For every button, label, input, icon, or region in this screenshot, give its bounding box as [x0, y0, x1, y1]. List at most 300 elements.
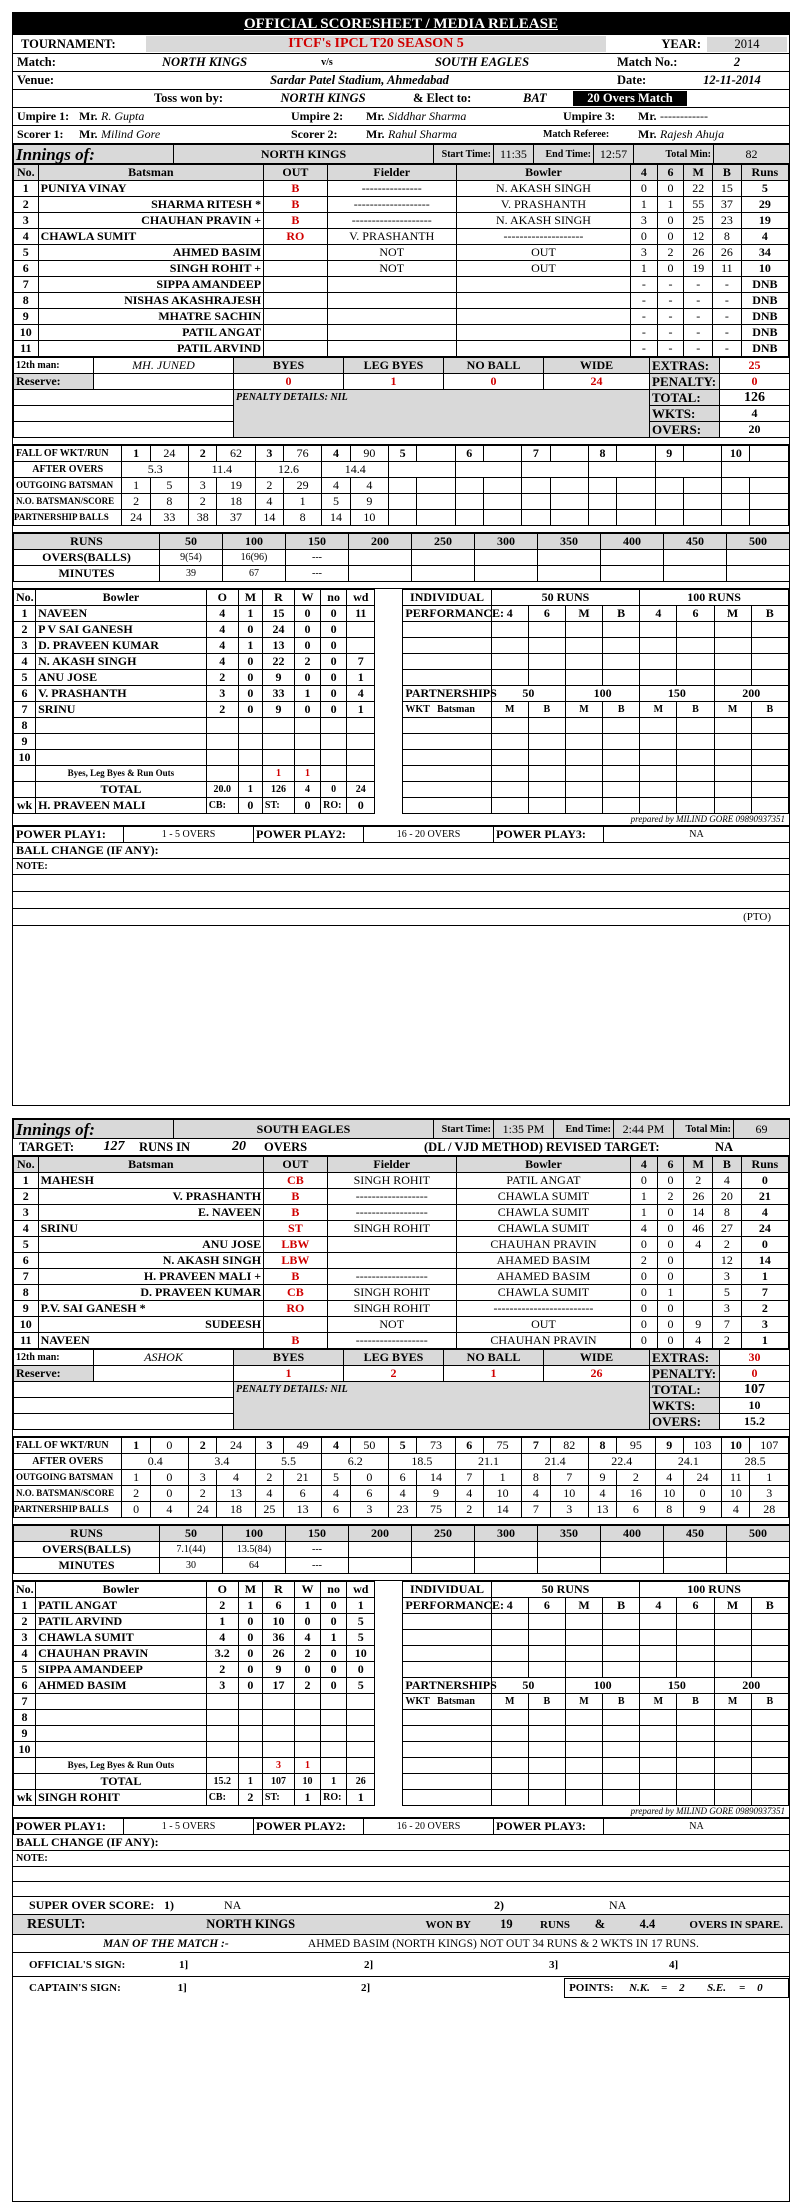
- maidens: [238, 718, 262, 734]
- overs: 3: [206, 1678, 238, 1694]
- empty-cell: [677, 1630, 714, 1646]
- partnership-runs: 24: [189, 1502, 217, 1518]
- noballs: [321, 734, 347, 750]
- captain-sign-row: [13, 1977, 789, 1999]
- no-batsman: 2: [189, 1486, 217, 1502]
- empty-cell: [640, 766, 677, 782]
- fow-wkt: 6: [455, 1438, 483, 1454]
- powerplay-table: [13, 1818, 790, 1835]
- no-batsman: 2: [122, 494, 150, 510]
- outgoing-no: [588, 478, 616, 494]
- batsman-no: 1: [14, 1173, 39, 1189]
- runs: 4: [741, 229, 788, 245]
- bowler: -------------------------: [456, 1301, 630, 1317]
- empty-cell: [375, 1598, 403, 1614]
- wides: 5: [347, 1614, 375, 1630]
- empty-cell: [491, 654, 528, 670]
- wkt-batsman-label: [403, 1694, 491, 1710]
- col-balls: B: [713, 1157, 742, 1173]
- batsman-name: NAVEEN: [38, 1333, 264, 1349]
- empty-cell: [640, 1726, 677, 1742]
- milestone-overs: ---: [286, 1542, 349, 1558]
- outgoing-score: [417, 478, 455, 494]
- col-overs: O: [206, 590, 238, 606]
- legbyes: 2: [344, 1366, 444, 1382]
- minutes: 4: [684, 1333, 713, 1349]
- wides: 10: [347, 1646, 375, 1662]
- dismissal: B: [264, 213, 328, 229]
- batting-row: [14, 325, 789, 341]
- total-maidens: 1: [238, 782, 262, 798]
- wkts-label: WKTS:: [650, 1398, 720, 1414]
- batsman-no: 1: [14, 181, 39, 197]
- no-batsman: [722, 494, 750, 510]
- prepared-by: prepared by MILIND GORE 09890937351: [13, 814, 789, 826]
- wides: 11: [347, 606, 375, 622]
- partnership-balls: [617, 510, 655, 526]
- legbyes-label: LEG BYES: [344, 358, 444, 374]
- empty-cell: [528, 670, 565, 686]
- empty-cell: [565, 1790, 602, 1806]
- batting-row: [14, 1333, 789, 1349]
- no-batsman: [522, 494, 550, 510]
- no-score: [483, 494, 521, 510]
- milestone-minutes: 30: [160, 1558, 223, 1574]
- wk-label: wk: [14, 798, 36, 814]
- so1: NA: [224, 1898, 242, 1912]
- runs-label: RUNS: [14, 534, 160, 550]
- innings-2-header: Innings of: SOUTH EAGLES Start Time: 1:35 PM End Time: 2:44 PM Total Min: 69: [13, 1119, 790, 1139]
- fours: 0: [631, 229, 658, 245]
- no-score: 13: [217, 1486, 255, 1502]
- empty-cell: [751, 1790, 788, 1806]
- empty-cell: [677, 1790, 714, 1806]
- empty-cell: [640, 670, 677, 686]
- target: 127: [103, 1139, 125, 1154]
- empty-cell: [677, 750, 714, 766]
- col-runs: Runs: [741, 165, 788, 181]
- super-over-row: [13, 1897, 789, 1915]
- empty-cell: [565, 1726, 602, 1742]
- extras-wkts: 1: [295, 1758, 321, 1774]
- dismissal: RO: [264, 229, 328, 245]
- sixes: 0: [657, 1301, 684, 1317]
- maidens: 0: [238, 654, 262, 670]
- no-batsman: 4: [389, 1486, 417, 1502]
- milestone: 150: [286, 534, 349, 550]
- batsman-name: PATIL ARVIND: [38, 341, 264, 357]
- empty-cell: [403, 1758, 491, 1774]
- bowler-no: 1: [14, 606, 36, 622]
- twelfth-label: 12th man:: [14, 1350, 94, 1366]
- fow-run: [683, 446, 721, 462]
- extras-table: [13, 1349, 790, 1430]
- balls: 27: [713, 1221, 742, 1237]
- nk-points: 2: [679, 1982, 685, 1994]
- outgoing-label: OUTGOING BATSMAN: [14, 478, 122, 494]
- balls: 26: [713, 245, 742, 261]
- fow-run: 90: [350, 446, 388, 462]
- maidens: 0: [238, 1614, 262, 1630]
- fours: -: [631, 277, 658, 293]
- innings-1-start: 11:35: [494, 145, 534, 164]
- bowling-row: [14, 1726, 789, 1742]
- overs: 4: [206, 622, 238, 638]
- wides: [347, 638, 375, 654]
- legbyes: 1: [344, 374, 444, 390]
- total-noballs: 0: [321, 782, 347, 798]
- runs: 22: [262, 654, 294, 670]
- maidens: [238, 1726, 262, 1742]
- sheet-title: OFFICIAL SCORESHEET / MEDIA RELEASE: [13, 13, 789, 35]
- bowler: [456, 293, 630, 309]
- partnership-runs: 13: [588, 1502, 616, 1518]
- no-score: [550, 494, 588, 510]
- empty-cell: [677, 622, 714, 638]
- sign-1: 1]: [179, 1958, 189, 1971]
- pp2: 16 - 20 OVERS: [364, 827, 494, 843]
- outgoing-score: 4: [350, 478, 388, 494]
- minutes: 19: [684, 261, 713, 277]
- empty-cell: [206, 766, 238, 782]
- penalty-label: PENALTY:: [650, 374, 720, 390]
- batsman-no: 7: [14, 277, 39, 293]
- empty-cell: [375, 638, 403, 654]
- byes-label: BYES: [234, 358, 344, 374]
- pship-mark: 200: [714, 686, 789, 702]
- no-score: [417, 494, 455, 510]
- fours: -: [631, 309, 658, 325]
- dismissal: B: [264, 1269, 328, 1285]
- fow-run: 24: [217, 1438, 255, 1454]
- pship-head: B: [603, 702, 640, 718]
- no-score: 0: [683, 1486, 721, 1502]
- partnership-balls: 75: [417, 1502, 455, 1518]
- balls: 2: [713, 1333, 742, 1349]
- bowler: --------------------: [456, 229, 630, 245]
- empty-cell: [714, 638, 751, 654]
- outgoing-no: [389, 478, 417, 494]
- ro-label: RO:: [321, 1790, 347, 1806]
- fow-wkt: 2: [189, 446, 217, 462]
- col-runs: R: [262, 590, 294, 606]
- overs: 3: [206, 686, 238, 702]
- partnership-runs: 14: [255, 510, 283, 526]
- sixes: 0: [657, 1269, 684, 1285]
- outgoing-no: 6: [389, 1470, 417, 1486]
- milestone: 250: [412, 1526, 475, 1542]
- maidens: 0: [238, 1678, 262, 1694]
- bowler-no: 4: [14, 654, 36, 670]
- bowler-name: [36, 734, 207, 750]
- tournament-name: ITCF's IPCL T20 SEASON 5: [146, 36, 606, 52]
- empty-cell: [751, 1774, 788, 1790]
- overs-label: OVERS:: [650, 422, 720, 438]
- pship-mark: 50: [491, 686, 565, 702]
- empty-cell: [491, 1614, 528, 1630]
- milestone-minutes: [475, 566, 538, 582]
- total-noballs: 1: [321, 1774, 347, 1790]
- partnership-label: [14, 510, 122, 526]
- innings-2-sheet: [12, 1118, 790, 2202]
- batsman-name: MAHESH: [38, 1173, 264, 1189]
- minutes: 26: [684, 1189, 713, 1205]
- bowler: [456, 341, 630, 357]
- fow-wkt: 9: [655, 446, 683, 462]
- batting-row: [14, 197, 789, 213]
- partnership-balls: 6: [617, 1502, 655, 1518]
- empty-cell: [714, 1614, 751, 1630]
- bowling-row: [14, 1614, 789, 1630]
- empty-cell: [528, 1662, 565, 1678]
- bowling-row: [14, 1710, 789, 1726]
- empty-cell: [565, 782, 602, 798]
- overs: 3.2: [206, 1646, 238, 1662]
- wickets: 2: [295, 654, 321, 670]
- dismissal: [264, 1317, 328, 1333]
- milestone-overs: [475, 1542, 538, 1558]
- fielder: ------------------: [327, 1189, 456, 1205]
- fow-wkt: 1: [122, 446, 150, 462]
- twelfth-man: ASHOK: [94, 1350, 234, 1366]
- minutes: [684, 1301, 713, 1317]
- wides: 1: [347, 1598, 375, 1614]
- balls: 3: [713, 1269, 742, 1285]
- bowling-row: [14, 638, 789, 654]
- empty-cell: [677, 1710, 714, 1726]
- no-batsman: 10: [722, 1486, 750, 1502]
- no-batsman-label: N.O. BATSMAN/SCORE: [14, 1486, 122, 1502]
- no-batsman: 4: [322, 1486, 350, 1502]
- col-no: No.: [14, 1157, 39, 1173]
- wide-label: WIDE: [544, 1350, 650, 1366]
- partnership-runs: 7: [522, 1502, 550, 1518]
- maidens: [238, 1742, 262, 1758]
- captain-sign-2: 2]: [360, 1982, 371, 1994]
- empty-cell: [677, 1758, 714, 1774]
- bowler-no: 7: [14, 1694, 36, 1710]
- noballs: 1: [321, 1630, 347, 1646]
- batsman-no: 7: [14, 1269, 39, 1285]
- empty-cell: [375, 670, 403, 686]
- dismissal: [264, 261, 328, 277]
- perf-head: B: [751, 606, 788, 622]
- empty-cell: [375, 1694, 403, 1710]
- batsman-name: CHAUHAN PRAVIN +: [38, 213, 264, 229]
- batting-row: [14, 293, 789, 309]
- partnership-runs: [722, 510, 750, 526]
- empty-cell: [565, 718, 602, 734]
- fow-wkt: 8: [588, 446, 616, 462]
- team-a: NORTH KINGS: [161, 55, 248, 69]
- empty-cell: [491, 1630, 528, 1646]
- innings-2-start: 1:35 PM: [494, 1120, 554, 1139]
- empty-cell: [714, 1758, 751, 1774]
- milestone-minutes: [412, 1558, 475, 1574]
- empty-cell: [375, 1726, 403, 1742]
- empty-cell: [94, 374, 234, 390]
- man-of-the-match: AHMED BASIM (NORTH KINGS) NOT OUT 34 RUNS & 2 WKTS IN 17 RUNS.: [307, 1937, 699, 1950]
- fours: 1: [631, 1189, 658, 1205]
- col-no: No.: [14, 590, 36, 606]
- empty-cell: [565, 734, 602, 750]
- result-row: [13, 1915, 789, 1935]
- bowler: N. AKASH SINGH: [456, 213, 630, 229]
- milestone-overs: [349, 1542, 412, 1558]
- empty-cell: [491, 734, 528, 750]
- bowler-name: [36, 718, 207, 734]
- empty-cell: [565, 1662, 602, 1678]
- noballs: 0: [321, 654, 347, 670]
- no-batsman: 2: [189, 494, 217, 510]
- minutes: -: [684, 309, 713, 325]
- bowler-no: 6: [14, 686, 36, 702]
- fow-run: 107: [750, 1438, 789, 1454]
- outgoing-no: [722, 478, 750, 494]
- empty-cell: [603, 1630, 640, 1646]
- batsman-name: SHARMA RITESH *: [38, 197, 264, 213]
- runs: 10: [741, 261, 788, 277]
- col-fielder: Fielder: [327, 165, 456, 181]
- bowler: CHAWLA SUMIT: [456, 1221, 630, 1237]
- fours: 3: [631, 245, 658, 261]
- maidens: [238, 1694, 262, 1710]
- empty-cell: [528, 654, 565, 670]
- batsman-name: E. NAVEEN: [38, 1205, 264, 1221]
- empty-cell: [375, 782, 403, 798]
- batsman-name: NISHAS AKASHRAJESH: [38, 293, 264, 309]
- overs: 2: [206, 670, 238, 686]
- pship-head: B: [677, 1694, 714, 1710]
- performance-label: PERFORMANCE:: [403, 606, 491, 622]
- after-overs-label: AFTER OVERS: [14, 1454, 122, 1470]
- outgoing-score: [483, 478, 521, 494]
- fielder: SINGH ROHIT: [327, 1285, 456, 1301]
- total-overs: 20.0: [206, 782, 238, 798]
- outgoing-score: 7: [550, 1470, 588, 1486]
- noballs: 0: [321, 1646, 347, 1662]
- bowling-row: [14, 654, 789, 670]
- after-overs: 28.5: [722, 1454, 789, 1470]
- fours: 0: [631, 1317, 658, 1333]
- toss-elect: BAT: [523, 91, 547, 105]
- partnership-balls: 3: [350, 1502, 388, 1518]
- runs: 24: [741, 1221, 788, 1237]
- milestone-overs: [727, 550, 790, 566]
- no-batsman: [389, 494, 417, 510]
- noballs: 0: [321, 686, 347, 702]
- pship-head: M: [565, 1694, 602, 1710]
- batting-table: [13, 1156, 789, 1349]
- pship-head: B: [677, 702, 714, 718]
- empty-cell: [403, 638, 491, 654]
- pp1: 1 - 5 OVERS: [124, 827, 254, 843]
- maidens: 0: [238, 622, 262, 638]
- col-minutes: M: [684, 1157, 713, 1173]
- bowler: AHAMED BASIM: [456, 1269, 630, 1285]
- prepared-by: prepared by MILIND GORE 09890937351: [13, 1806, 789, 1818]
- empty-cell: [603, 1646, 640, 1662]
- empty-cell: [714, 1742, 751, 1758]
- wickets: 0: [295, 638, 321, 654]
- empty-cell: [714, 622, 751, 638]
- wickets: 2: [295, 1678, 321, 1694]
- empty-cell: [491, 670, 528, 686]
- batsman-no: 3: [14, 1205, 39, 1221]
- bowler-name: P V SAI GANESH: [36, 622, 207, 638]
- empty-cell: [603, 718, 640, 734]
- no-score: 8: [150, 494, 188, 510]
- milestone-minutes: 64: [223, 1558, 286, 1574]
- balls: 11: [713, 261, 742, 277]
- balls: 7: [713, 1317, 742, 1333]
- extras-label: EXTRAS:: [650, 358, 720, 374]
- perf-head: M: [714, 1598, 751, 1614]
- fours: 4: [631, 1221, 658, 1237]
- outgoing-score: 2: [617, 1470, 655, 1486]
- partnerships-label: PARTNERSHIPS: [403, 686, 491, 702]
- mom-label: MAN OF THE MATCH :-: [103, 1937, 229, 1950]
- empty-cell: [603, 1774, 640, 1790]
- milestone: 200: [349, 534, 412, 550]
- innings-2-content: [13, 1156, 789, 1999]
- st: 1: [295, 1790, 321, 1806]
- wickets: 1: [295, 686, 321, 702]
- after-overs: [389, 462, 456, 478]
- fow-wkt: 9: [655, 1438, 683, 1454]
- outgoing-score: 19: [217, 478, 255, 494]
- bowler-name: V. PRASHANTH: [36, 686, 207, 702]
- fow-run: 62: [217, 446, 255, 462]
- batting-row: [14, 341, 789, 357]
- batting-row: [14, 181, 789, 197]
- scorer-1: Milind Gore: [101, 127, 161, 141]
- runs: 1: [741, 1269, 788, 1285]
- empty-cell: [528, 1742, 565, 1758]
- empty-cell: [14, 390, 234, 406]
- partnership-text: PARTNERSHIP: [14, 512, 78, 522]
- total-wkts: 10: [295, 1774, 321, 1790]
- batsman-text: Batsman: [437, 704, 475, 715]
- milestone-overs: [727, 1542, 790, 1558]
- balls: 37: [713, 197, 742, 213]
- outgoing-no: 4: [322, 478, 350, 494]
- empty-cell: [714, 766, 751, 782]
- fow-run: [417, 446, 455, 462]
- overs: 4: [206, 654, 238, 670]
- wide: 26: [544, 1366, 650, 1382]
- fielder: NOT: [327, 245, 456, 261]
- runs: DNB: [741, 309, 788, 325]
- empty-cell: [751, 750, 788, 766]
- fow-run: 0: [150, 1438, 188, 1454]
- noballs: 0: [321, 638, 347, 654]
- runs-label: RUNS: [14, 1526, 160, 1542]
- col-6s: 6: [657, 165, 684, 181]
- bowler-no: 2: [14, 1614, 36, 1630]
- pp1-label: POWER PLAY1:: [14, 827, 124, 843]
- maidens: 0: [238, 686, 262, 702]
- noballs: 0: [321, 670, 347, 686]
- after-overs: 11.4: [189, 462, 256, 478]
- batsman-no: 5: [14, 1237, 39, 1253]
- empty-cell: [603, 1742, 640, 1758]
- maidens: 1: [238, 606, 262, 622]
- empty-cell: [491, 1758, 528, 1774]
- total-wides: 24: [347, 782, 375, 798]
- empty-cell: [603, 1662, 640, 1678]
- won-runs: 19: [500, 1917, 513, 1931]
